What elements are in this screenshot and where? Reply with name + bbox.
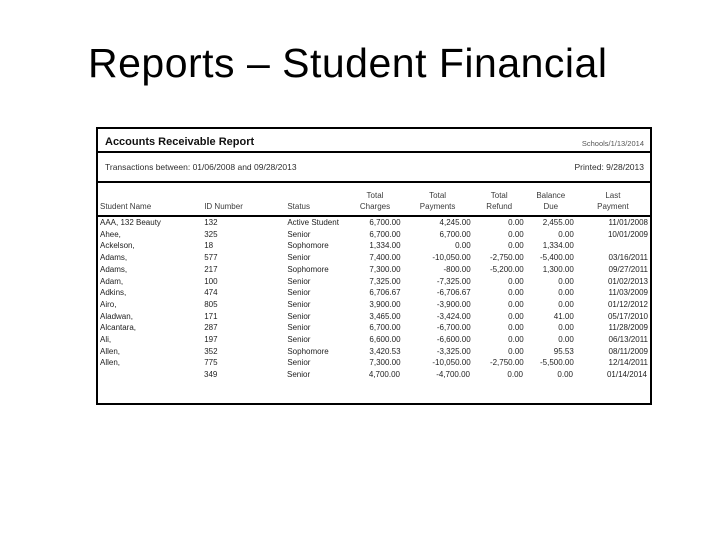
header-row: [98, 183, 650, 216]
cell-balance-due: 0.00: [558, 323, 574, 333]
table-row: [98, 287, 650, 299]
cell-total-payments: -3,900.00: [436, 299, 471, 309]
cell-total-refund: 0.00: [508, 241, 524, 251]
cell-last-payment: 01/14/2014: [606, 370, 647, 380]
cell-total-payments: -7,325.00: [436, 276, 471, 286]
table-row: [98, 276, 650, 288]
report-title: Accounts Receivable Report: [105, 136, 255, 148]
column-header-student-name: Student Name: [98, 183, 202, 216]
report-header: [98, 129, 650, 151]
cell-last-payment: 11/03/2009: [608, 288, 648, 298]
report-corner-note: Schools/1/13/2014: [581, 139, 644, 148]
cell-balance-due: 1,300.00: [542, 264, 574, 274]
cell-status: Senior: [287, 323, 311, 333]
cell-status: Senior: [287, 335, 311, 345]
cell-id-number: 18: [204, 241, 214, 251]
table-row: [98, 299, 650, 311]
cell-student-name: Allen,: [100, 358, 121, 368]
table-row: [98, 216, 650, 229]
report-screenshot: [96, 127, 652, 405]
cell-total-charges: 7,400.00: [369, 253, 401, 263]
cell-balance-due: -5,400.00: [540, 253, 574, 263]
cell-status: Senior: [287, 253, 311, 263]
cell-total-payments: -10,050.00: [432, 358, 471, 368]
cell-balance-due: 41.00: [553, 311, 574, 321]
cell-student-name: Airo,: [100, 299, 117, 309]
cell-id-number: 775: [204, 358, 218, 368]
cell-status: Senior: [287, 370, 311, 380]
table-body: [98, 216, 650, 369]
cell-total-refund: 0.00: [508, 229, 524, 239]
cell-total-refund: 0.00: [508, 346, 524, 356]
cell-total-charges: 3,420.53: [369, 346, 401, 356]
cell-status: Senior: [287, 288, 311, 298]
cell-total-refund: 0.00: [508, 335, 524, 345]
table-row-partial: [98, 369, 650, 380]
cell-balance-due: 95.53: [553, 346, 574, 356]
cell-last-payment: 10/01/2009: [607, 229, 648, 239]
cell-balance-due: -5,500.00: [540, 358, 574, 368]
table-row: [98, 229, 650, 241]
cell-total-refund: 0.00: [508, 218, 524, 227]
cell-id-number: 805: [204, 299, 218, 309]
cell-total-payments: -10,050.00: [432, 253, 471, 263]
cell-last-payment: 03/16/2011: [608, 253, 648, 263]
cell-status: Senior: [287, 311, 311, 321]
cell-total-refund: 0.00: [508, 276, 524, 286]
cell-id-number: 577: [204, 253, 218, 263]
cell-student-name: Allen,: [100, 346, 121, 356]
cell-total-refund: 0.00: [508, 299, 524, 309]
cell-status: Sophomore: [287, 264, 329, 274]
cell-total-charges: 1,334.00: [369, 241, 401, 251]
column-header-total-charges: Total Charges: [347, 183, 402, 216]
cell-balance-due: 1,334.00: [542, 241, 574, 251]
cell-last-payment: 11/28/2009: [608, 323, 648, 333]
cell-status: Senior: [287, 358, 311, 368]
cell-total-charges: 3,900.00: [369, 299, 401, 309]
cell-total-refund: 0.00: [508, 288, 524, 298]
cell-last-payment: 06/13/2011: [608, 335, 648, 345]
cell-student-name: AAA, 132 Beauty: [100, 218, 161, 227]
cell-student-name: Aladwan,: [100, 311, 133, 321]
column-header-balance-due: Balance Due: [526, 183, 576, 216]
column-header-total-payments: Total Payments: [403, 183, 473, 216]
cell-id-number: 352: [204, 346, 218, 356]
cell-status: Sophomore: [287, 241, 329, 251]
cell-total-payments: -6,600.00: [436, 335, 471, 345]
slide-title: Reports – Student Financial: [88, 40, 608, 86]
cell-last-payment: 11/01/2008: [608, 218, 648, 227]
cell-last-payment: 08/11/2009: [608, 346, 648, 356]
cell-last-payment: [576, 240, 650, 252]
table-row: [98, 240, 650, 252]
cell-last-payment: 01/12/2012: [607, 299, 648, 309]
report-subheader: [98, 153, 650, 181]
cell-id-number: 287: [204, 323, 218, 333]
cell-total-refund: -5,200.00: [489, 264, 524, 274]
cell-balance-due: 0.00: [558, 276, 574, 286]
cell-last-payment: 09/27/2011: [608, 264, 648, 274]
report-printed-date: Printed: 9/28/2013: [574, 162, 644, 172]
cell-total-payments: -4,700.00: [436, 370, 470, 380]
cell-id-number: 217: [204, 264, 218, 274]
column-header-status: Status: [285, 183, 347, 216]
cell-id-number: 197: [204, 335, 218, 345]
cell-total-charges: 6,700.00: [369, 218, 401, 227]
cell-student-name: Adam,: [100, 276, 124, 286]
cell-student-name: Ali,: [100, 335, 112, 345]
cell-status: Sophomore: [287, 346, 329, 356]
cell-total-charges: 3,465.00: [369, 311, 401, 321]
cell-total-payments: -800.00: [443, 264, 471, 274]
cell-balance-due: 0.00: [558, 288, 574, 298]
table-header: [98, 183, 650, 216]
cell-student-name: Ahee,: [100, 229, 121, 239]
table-row: [98, 334, 650, 346]
cell-student-name: Ackelson,: [100, 241, 135, 251]
cell-total-refund: 0.00: [507, 370, 523, 380]
column-header-total-refund: Total Refund: [473, 183, 526, 216]
table-row: [98, 357, 650, 369]
cell-id-number: 325: [204, 229, 218, 239]
cell-student-name: Adams,: [100, 253, 128, 263]
table-row: [98, 264, 650, 276]
cell-id-number: 171: [204, 311, 218, 321]
cell-total-payments: 6,700.00: [439, 229, 471, 239]
cell-last-payment: 12/14/2011: [608, 358, 648, 368]
cell-student-name: Alcantara,: [100, 323, 137, 333]
cell-total-charges: 7,300.00: [369, 264, 401, 274]
cell-id-number: 474: [204, 288, 218, 298]
cell-total-refund: -2,750.00: [489, 253, 524, 263]
cell-id-number: 100: [204, 276, 218, 286]
report-table: [98, 183, 650, 369]
cell-total-charges: 6,600.00: [369, 335, 401, 345]
cell-student-name: Adams,: [100, 264, 128, 274]
cell-total-charges: 7,300.00: [369, 358, 401, 368]
cell-total-charges: 7,325.00: [369, 276, 401, 286]
table-row: [98, 252, 650, 264]
cell-last-payment: 05/17/2010: [607, 311, 648, 321]
cell-last-payment: 01/02/2013: [607, 276, 648, 286]
cell-total-payments: -3,325.00: [436, 346, 471, 356]
cell-student-name: Adkins,: [100, 288, 127, 298]
cell-status: Senior: [287, 299, 311, 309]
table-row: [98, 346, 650, 358]
cell-total-refund: 0.00: [508, 311, 524, 321]
cell-total-charges: 6,700.00: [369, 229, 401, 239]
cell-total-charges: 6,706.67: [369, 288, 401, 298]
cell-total-payments: -6,700.00: [436, 323, 471, 333]
cell-total-refund: -2,750.00: [489, 358, 524, 368]
cell-status: Senior: [287, 229, 311, 239]
cell-total-charges: 4,700.00: [368, 370, 400, 380]
cell-balance-due: 0.00: [557, 370, 573, 380]
column-header-id-number: ID Number: [202, 183, 285, 216]
cell-total-payments: 0.00: [455, 241, 471, 251]
cell-total-refund: 0.00: [508, 323, 524, 333]
cell-status: Active Student: [287, 218, 339, 227]
cell-total-charges: 6,700.00: [369, 323, 401, 333]
cell-total-payments: -3,424.00: [436, 311, 471, 321]
cell-balance-due: 2,455.00: [542, 218, 574, 227]
cell-balance-due: 0.00: [558, 299, 574, 309]
cell-id-number: 132: [204, 218, 218, 227]
table-row: [98, 322, 650, 334]
table-row: [98, 311, 650, 323]
column-header-last-payment: Last Payment: [576, 183, 650, 216]
cell-balance-due: 0.00: [558, 335, 574, 345]
cell-id-number: 349: [204, 370, 218, 380]
cell-status: Senior: [287, 276, 311, 286]
cell-total-payments: -6,706.67: [436, 288, 471, 298]
cell-balance-due: 0.00: [558, 229, 574, 239]
cell-total-payments: 4,245.00: [439, 218, 471, 227]
report-date-range: Transactions between: 01/06/2008 and 09/28/2013: [105, 162, 297, 172]
